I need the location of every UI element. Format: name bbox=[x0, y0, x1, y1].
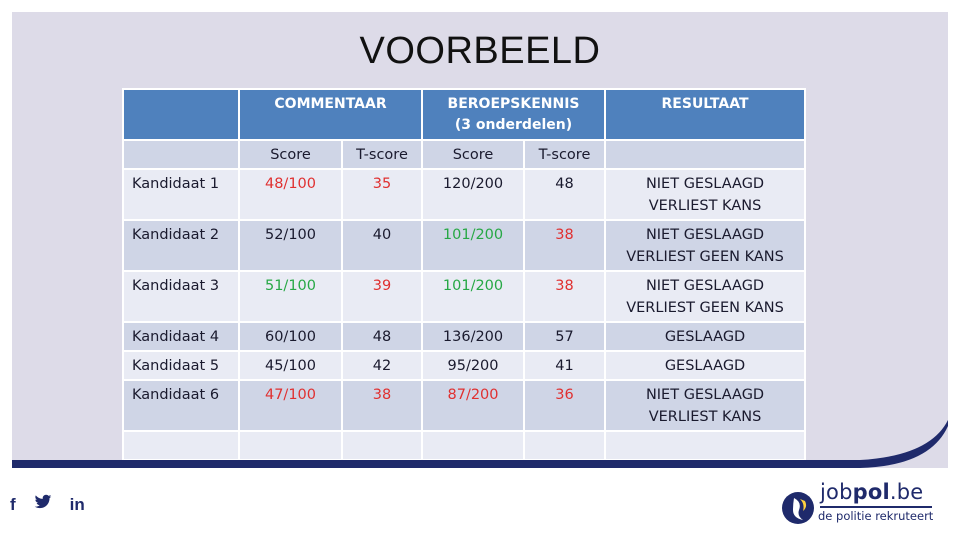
beroepskennis-score: 101/200 bbox=[422, 271, 524, 322]
candidate-name: Kandidaat 4 bbox=[123, 322, 239, 351]
beroepskennis-tscore: 48 bbox=[524, 169, 605, 220]
commentaar-tscore: 38 bbox=[342, 380, 422, 431]
header-resultaat: RESULTAAT bbox=[605, 89, 805, 140]
jobpol-logo[interactable] bbox=[780, 478, 940, 530]
beroepskennis-tscore: 57 bbox=[524, 322, 605, 351]
candidate-name: Kandidaat 1 bbox=[123, 169, 239, 220]
result-line1: NIET GESLAAGD bbox=[645, 226, 765, 243]
result-cell bbox=[605, 169, 805, 220]
table-row bbox=[123, 351, 805, 380]
result-line2: VERLIEST GEEN KANS bbox=[626, 248, 784, 265]
police-emblem-icon bbox=[780, 490, 816, 526]
commentaar-score: 52/100 bbox=[239, 220, 342, 271]
beroepskennis-tscore: 38 bbox=[524, 220, 605, 271]
commentaar-tscore: 42 bbox=[342, 351, 422, 380]
header-beroepskennis-line: BEROEPSKENNIS bbox=[447, 96, 580, 112]
commentaar-score: 45/100 bbox=[239, 351, 342, 380]
beroepskennis-score: 136/200 bbox=[422, 322, 524, 351]
header-beroepskennis-line: (3 onderdelen) bbox=[454, 117, 573, 133]
linkedin-icon[interactable]: in bbox=[69, 494, 85, 514]
header-commentaar: COMMENTAAR bbox=[239, 89, 422, 140]
result-line1: GESLAAGD bbox=[664, 357, 746, 374]
subheader-cell: T-score bbox=[524, 140, 605, 169]
slide-title: VOORBEELD bbox=[359, 30, 601, 72]
result-line1: GESLAAGD bbox=[664, 328, 746, 345]
beroepskennis-score: 120/200 bbox=[422, 169, 524, 220]
candidate-name: Kandidaat 5 bbox=[123, 351, 239, 380]
result-line2: VERLIEST GEEN KANS bbox=[626, 299, 784, 316]
header-beroepskennis bbox=[422, 89, 605, 140]
table-row bbox=[123, 271, 805, 322]
result-line2: VERLIEST KANS bbox=[648, 197, 762, 214]
subheader-cell: Score bbox=[422, 140, 524, 169]
twitter-icon[interactable] bbox=[34, 494, 52, 515]
social-links bbox=[10, 494, 85, 515]
commentaar-tscore: 35 bbox=[342, 169, 422, 220]
result-cell bbox=[605, 351, 805, 380]
results-table bbox=[122, 88, 806, 461]
commentaar-tscore: 39 bbox=[342, 271, 422, 322]
beroepskennis-tscore: 41 bbox=[524, 351, 605, 380]
beroepskennis-score: 101/200 bbox=[422, 220, 524, 271]
commentaar-score: 60/100 bbox=[239, 322, 342, 351]
facebook-icon[interactable]: f bbox=[10, 494, 16, 514]
table-row bbox=[123, 322, 805, 351]
subheader-cell: T-score bbox=[342, 140, 422, 169]
subheader-row bbox=[123, 140, 805, 169]
table-row bbox=[123, 220, 805, 271]
logo-rule bbox=[820, 506, 932, 508]
candidate-name: Kandidaat 2 bbox=[123, 220, 239, 271]
beroepskennis-tscore: 38 bbox=[524, 271, 605, 322]
result-line2: VERLIEST KANS bbox=[648, 408, 762, 425]
commentaar-tscore: 40 bbox=[342, 220, 422, 271]
result-line1: NIET GESLAAGD bbox=[645, 277, 765, 294]
beroepskennis-score: 95/200 bbox=[422, 351, 524, 380]
footer-swoosh bbox=[0, 420, 960, 480]
logo-tagline: de politie rekruteert bbox=[818, 509, 934, 523]
beroepskennis-tscore: 36 bbox=[524, 380, 605, 431]
candidate-name: Kandidaat 3 bbox=[123, 271, 239, 322]
table-row bbox=[123, 169, 805, 220]
result-cell bbox=[605, 271, 805, 322]
commentaar-score: 48/100 bbox=[239, 169, 342, 220]
result-cell bbox=[605, 220, 805, 271]
result-line1: NIET GESLAAGD bbox=[645, 386, 765, 403]
commentaar-score: 51/100 bbox=[239, 271, 342, 322]
candidate-name: Kandidaat 6 bbox=[123, 380, 239, 431]
logo-brand: jobpol.be bbox=[820, 480, 924, 504]
beroepskennis-score: 87/200 bbox=[422, 380, 524, 431]
subheader-cell bbox=[605, 140, 805, 169]
commentaar-score: 47/100 bbox=[239, 380, 342, 431]
commentaar-tscore: 48 bbox=[342, 322, 422, 351]
result-cell bbox=[605, 322, 805, 351]
header-empty bbox=[123, 89, 239, 140]
subheader-cell: Score bbox=[239, 140, 342, 169]
result-line1: NIET GESLAAGD bbox=[645, 175, 765, 192]
subheader-cell bbox=[123, 140, 239, 169]
